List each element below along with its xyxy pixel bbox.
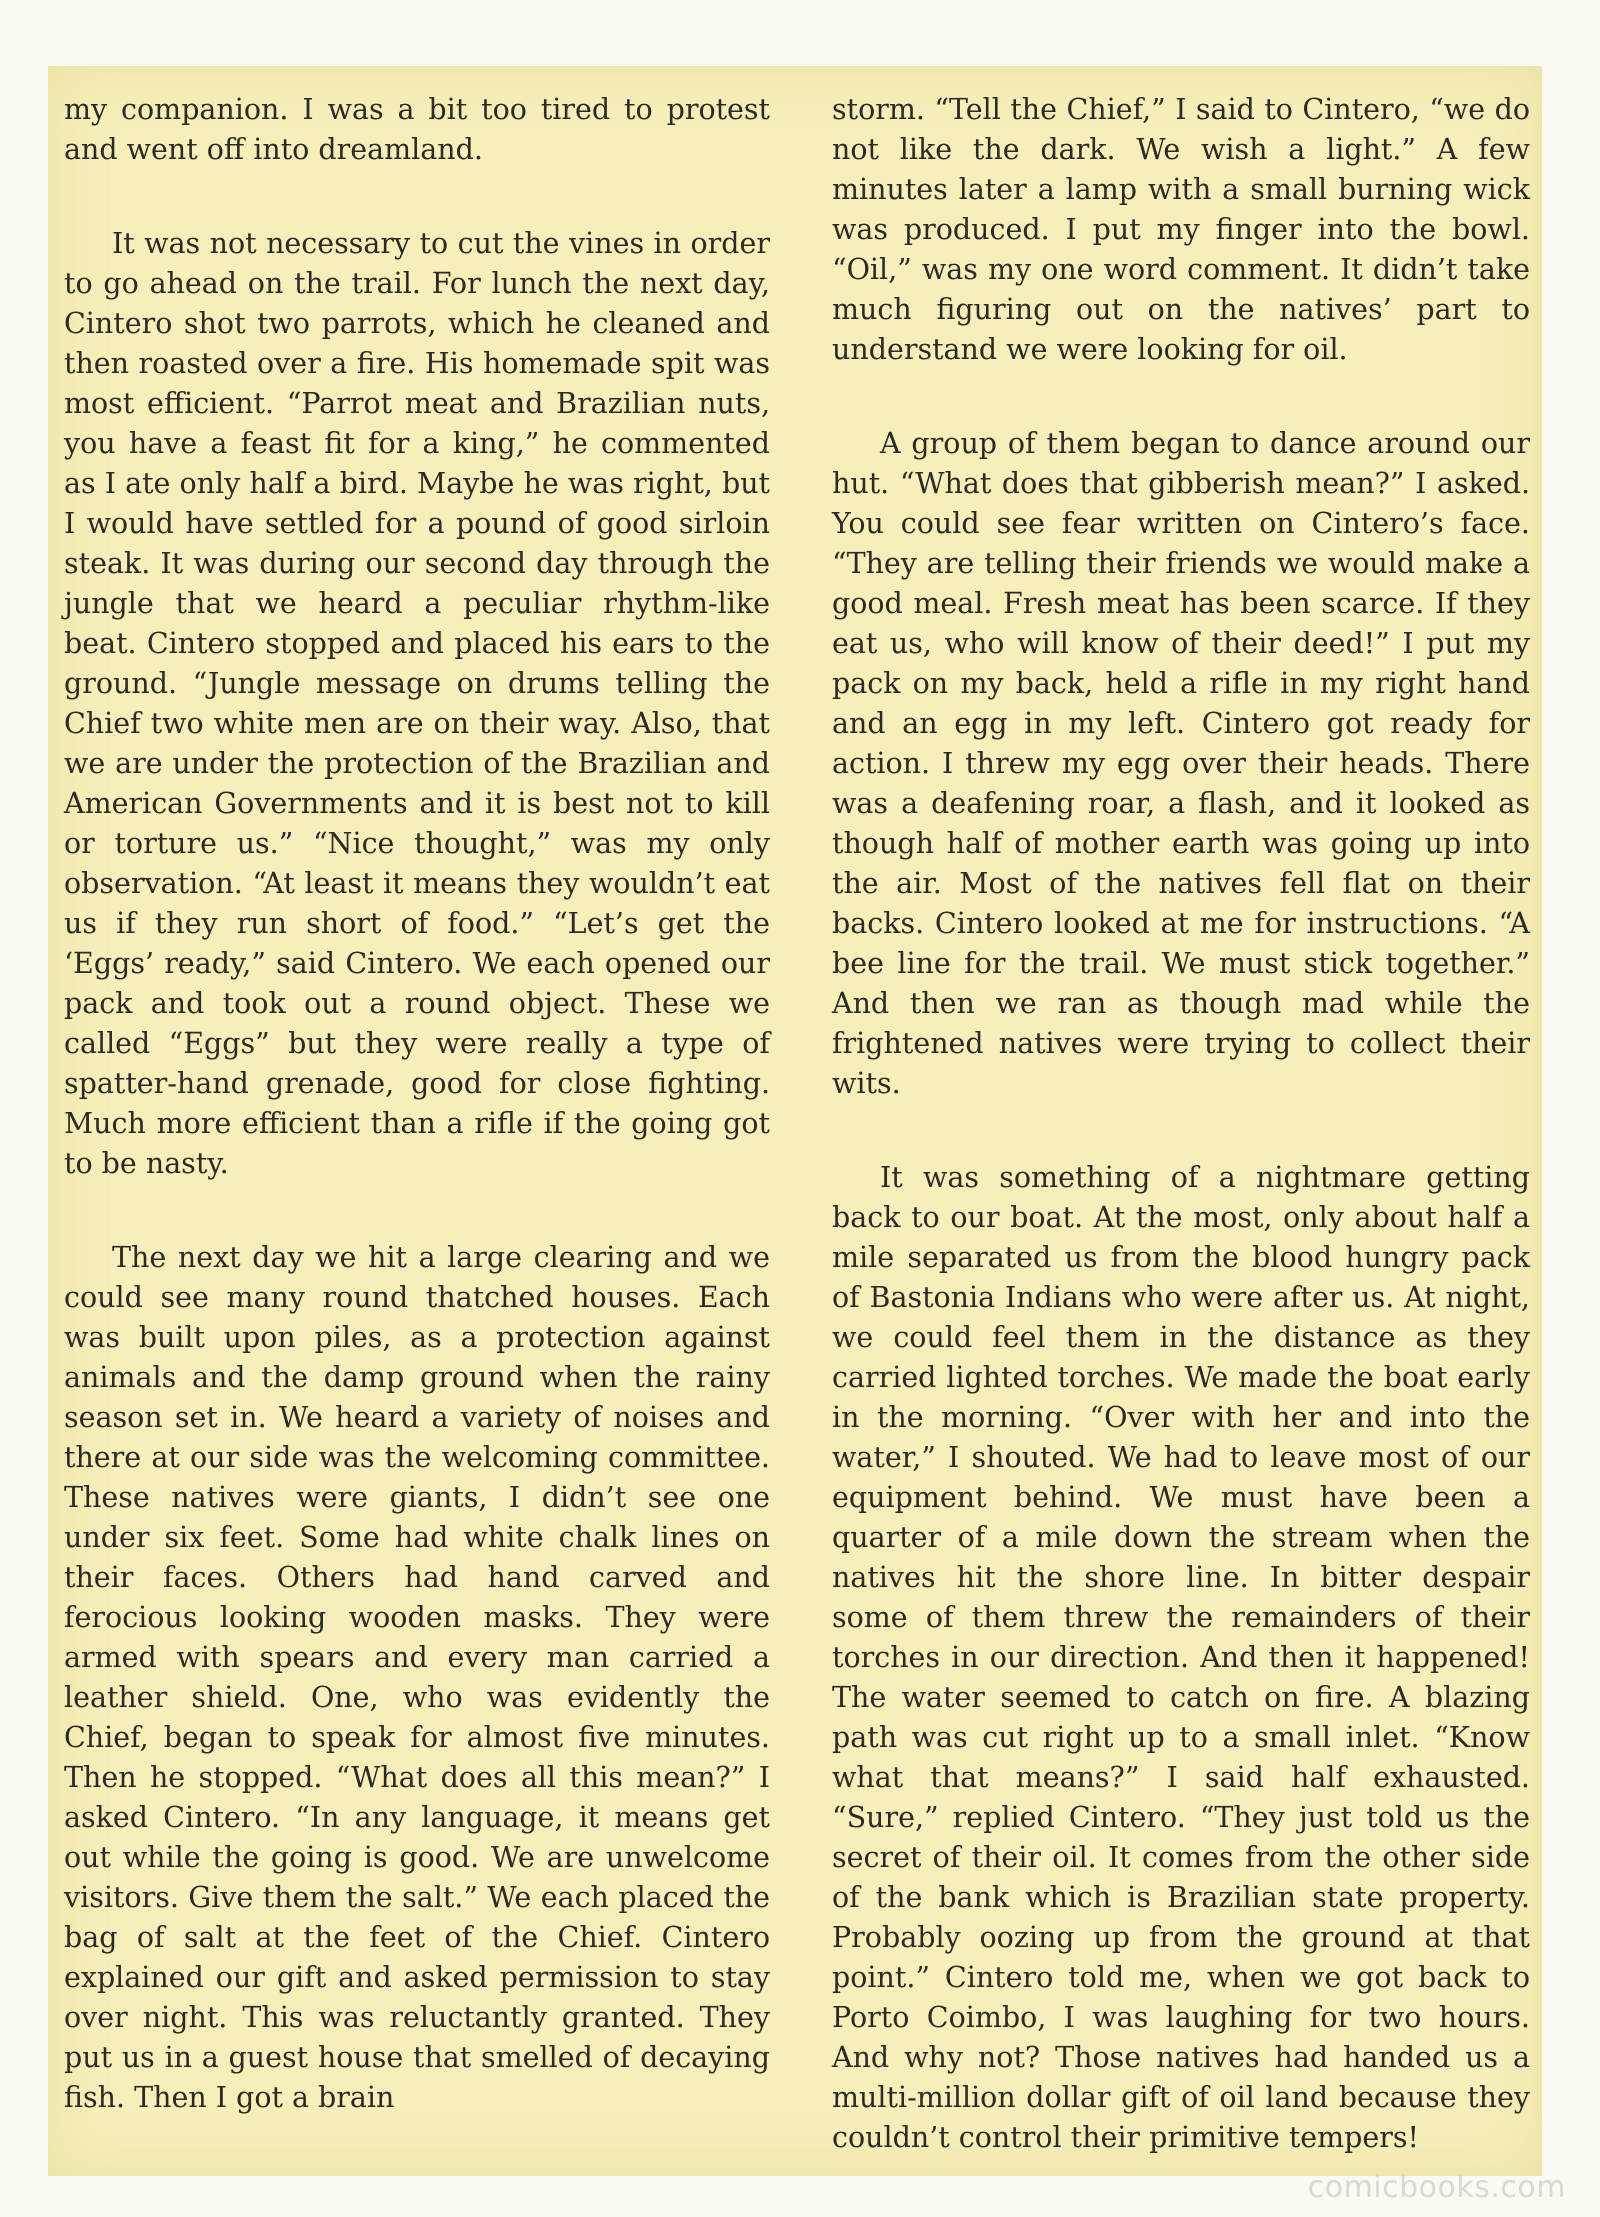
paragraph: storm. “Tell the Chief,” I said to Cintero, “we do not like the dark. We wish a light.” A few minutes later a lamp with a small burning wick was produced. I put my finger into the bowl. “Oil,” was my one word comment. It didn’t take much figuring out on the natives’ part to understand we were looking for oil. — [832, 93, 1530, 366]
paragraph-gap — [832, 1104, 1530, 1158]
paragraph-gap — [64, 1184, 770, 1238]
right-text-column — [832, 90, 1530, 2158]
paragraph: It was not necessary to cut the vines in order to go ahead on the trail. For lunch the next day, Cintero shot two parrots, which he cleaned and then roasted over a fire. His homemade spit was most efficient. “Parrot meat and Brazilian nuts, you have a feast fit for a king,” he commented as I ate only half a bird. Maybe he was right, but I would have settled for a pound of good sirloin steak. It was during our second day through the jungle that we heard a peculiar rhythm-like beat. Cintero stopped and placed his ears to the ground. “Jungle message on drums telling the Chief two white men are on their way. Also, that we are under the protection of the Brazilian and American Governments and it is best not to kill or torture us.” “Nice thought,” was my only observation. “At least it means they wouldn’t eat us if they run short of food.” “Let’s get the ‘Eggs’ ready,” said Cintero. We each opened our pack and took out a round object. These we called “Eggs” but they were really a type of spatter-hand grenade, good for close fighting. Much more efficient than a rifle if the going got to be nasty. — [64, 227, 770, 1180]
story-page — [48, 66, 1542, 2176]
left-text-column — [64, 90, 770, 2118]
site-watermark: comicbooks.com — [1307, 2170, 1566, 2205]
paragraph-gap — [832, 370, 1530, 424]
paragraph-gap — [64, 170, 770, 224]
paragraph: It was something of a nightmare getting back to our boat. At the most, only about half a mile separated us from the blood hungry pack of Bastonia Indians who were after us. At night, we could feel them in the distance as they carried lighted torches. We made the boat early in the morning. “Over with her and into the water,” I shouted. We had to leave most of our equipment behind. We must have been a quarter of a mile down the stream when the natives hit the shore line. In bitter despair some of them threw the remainders of their torches in our direction. And then it happened! The water seemed to catch on fire. A blazing path was cut right up to a small inlet. “Know what that means?” I said half exhausted. “Sure,” replied Cintero. “They just told us the secret of their oil. It comes from the other side of the bank which is Brazilian state property. Probably oozing up from the ground at that point.” Cintero told me, when we got back to Porto Coimbo, I was laughing for two hours. And why not? Those natives had handed us a multi-million dollar gift of oil land because they couldn’t control their primitive tempers! — [832, 1161, 1530, 2154]
paragraph: A group of them began to dance around our hut. “What does that gibberish mean?” I asked. You could see fear written on Cintero’s face. “They are telling their friends we would make a good meal. Fresh meat has been scarce. If they eat us, who will know of their deed!” I put my pack on my back, held a rifle in my right hand and an egg in my left. Cintero got ready for action. I threw my egg over their heads. There was a deafening roar, a flash, and it looked as though half of mother earth was going up into the air. Most of the natives fell flat on their backs. Cintero looked at me for instructions. “A bee line for the trail. We must stick together.” And then we ran as though mad while the frightened natives were trying to collect their wits. — [832, 427, 1530, 1100]
paragraph: my companion. I was a bit too tired to protest and went off into dreamland. — [64, 93, 770, 166]
paragraph: The next day we hit a large clearing and we could see many round thatched houses. Each was built upon piles, as a protection against animals and the damp ground when the rainy season set in. We heard a variety of noises and there at our side was the welcoming committee. These natives were giants, I didn’t see one under six feet. Some had white chalk lines on their faces. Others had hand carved and ferocious looking wooden masks. They were armed with spears and every man carried a leather shield. One, who was evidently the Chief, began to speak for almost five minutes. Then he stopped. “What does all this mean?” I asked Cintero. “In any language, it means get out while the going is good. We are unwelcome visitors. Give them the salt.” We each placed the bag of salt at the feet of the Chief. Cintero explained our gift and asked permission to stay over night. This was reluctantly granted. They put us in a guest house that smelled of decaying fish. Then I got a brain — [64, 1241, 770, 2114]
